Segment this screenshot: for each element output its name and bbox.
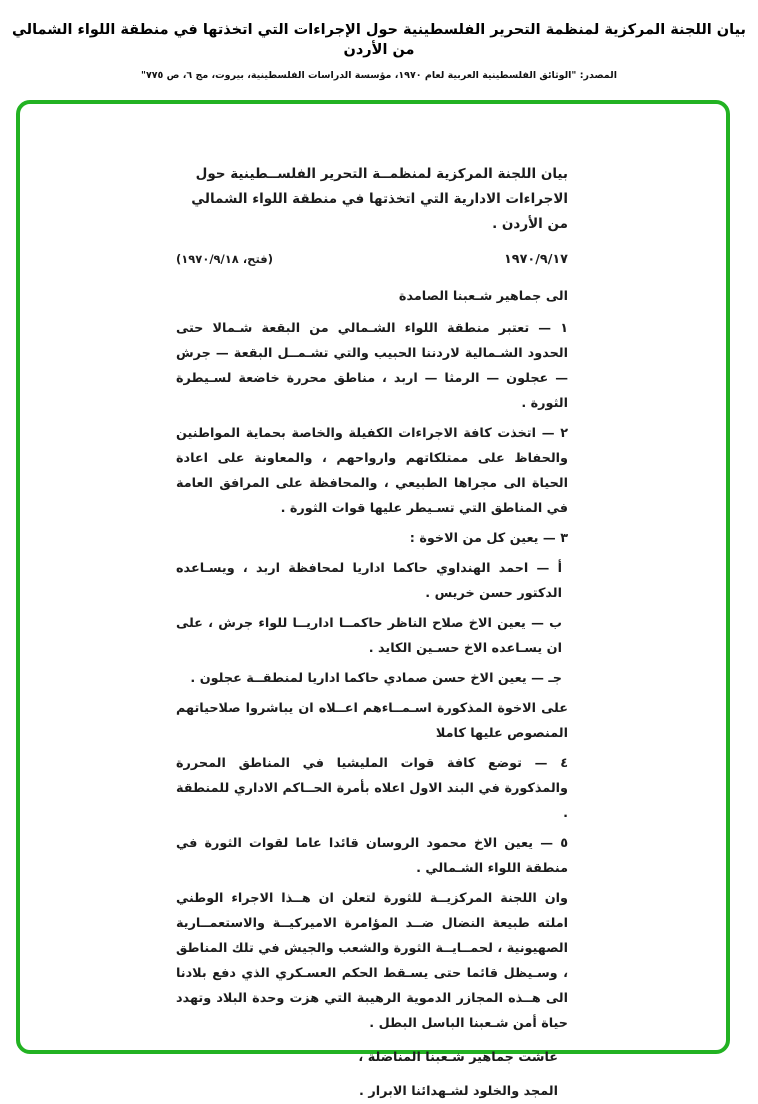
doc-paragraph-item-2: ٢ — اتخذت كافة الاجراءات الكفيلة والخاصة بحماية المواطنين والحفاظ على ممتلكاتهم وارواحهم ، والمعاونة على اعادة الحياة الى مجراها الطبيعي ، والمحافظة على المرافق العامة في المناطق التي تسـيطر عليها قوات الثورة . xyxy=(176,426,568,516)
doc-paragraph-closing-2: المجد والخلود لشـهدائنا الابرار . xyxy=(359,1084,558,1099)
page-header-source: المصدر: "الوثائق الفلسطينية العربية لعام ١٩٧٠، مؤسسة الدراسات الفلسطينية، بيروت، مج ٦، ص ٧٧٥" xyxy=(140,69,618,81)
doc-paragraph-item-3c: جـ — يعين الاخ حسن صمادي حاكما اداريا لمنطقــة عجلون . xyxy=(190,671,562,686)
doc-paragraph-declaration: وان اللجنة المركزيــة للثورة لتعلن ان هــذا الاجراء الوطني املته طبيعة النضال ضــد المؤامرة الاميركيــة والاستعمــارية الصهيونية ، لحمــايــة الثورة والشعب والجيش في تلك المناطق ، وسـيظل قائما حتى يسـقط الحكم العسـكري الذي دفع بلادنا الى هــذه المجازر الدموية الرهيبة التي هزت وحدة البلاد وتهدد حياة أمن شـعبنا الباسل البطل . xyxy=(176,891,568,1031)
doc-date-source-note: (فتح، ١٩٧٠/٩/١٨) xyxy=(176,252,273,266)
doc-paragraph-note: على الاخوة المذكورة اسـمــاءهم اعــلاه ان يباشروا صلاحياتهم المنصوص عليها كاملا xyxy=(176,701,568,741)
doc-paragraph-item-4: ٤ — توضع كافة قوات المليشيا في المناطق المحررة والمذكورة في البند الاول اعلاه بأمرة الحــاكم الاداري للمنطقة . xyxy=(176,756,568,821)
page-header xyxy=(0,0,758,81)
doc-title xyxy=(176,162,568,237)
doc-title-line: بيان اللجنة المركزية لمنظمــة التحرير الفلســطينية حول xyxy=(195,166,568,182)
doc-paragraph-salutation: الى جماهير شـعبنا الصامدة xyxy=(398,289,568,304)
doc-date-row xyxy=(176,247,568,272)
doc-paragraph-item-3a: أ — احمد الهنداوي حاكما اداريا لمحافظة اربد ، ويسـاعده الدكتور حسن خريس . xyxy=(176,561,562,601)
doc-paragraph-item-5: ٥ — يعين الاخ محمود الروسان قائدا عاما لقوات الثورة في منطقة اللواء الشـمالي . xyxy=(176,836,568,876)
doc-title-line: الاجراءات الادارية التي اتخذتها في منطقة اللواء الشمالي xyxy=(191,191,568,207)
doc-paragraph-closing-1: عاشت جماهير شـعبنا المناضلة ، xyxy=(358,1050,558,1065)
document-card xyxy=(16,100,730,1099)
doc-paragraph-item-3: ٣ — يعين كل من الاخوة : xyxy=(409,531,568,546)
document-text-column xyxy=(176,162,568,1104)
page-header-title: بيان اللجنة المركزية لمنظمة التحرير الفلسطينية حول الإجراءات التي اتخذتها في منطقة اللواء الشمالي من الأردن xyxy=(11,22,746,59)
doc-date: ١٩٧٠/٩/١٧ xyxy=(503,252,568,267)
doc-title-line: من الأردن . xyxy=(492,216,568,232)
doc-paragraph-item-1: ١ — تعتبر منطقة اللواء الشـمالي من البقعة شـمالا حتى الحدود الشـمالية لاردننا الحبيب والتي تشـمــل البقعة — جرش — عجلون — الرمثا — اربد ، مناطق محررة خاضعة لسـيطرة الثورة . xyxy=(176,321,568,411)
doc-paragraph-item-3b: ب — يعين الاخ صلاح الناظر حاكمــا اداريــا للواء جرش ، على ان يسـاعده الاخ حسـين الكايد . xyxy=(176,616,562,656)
